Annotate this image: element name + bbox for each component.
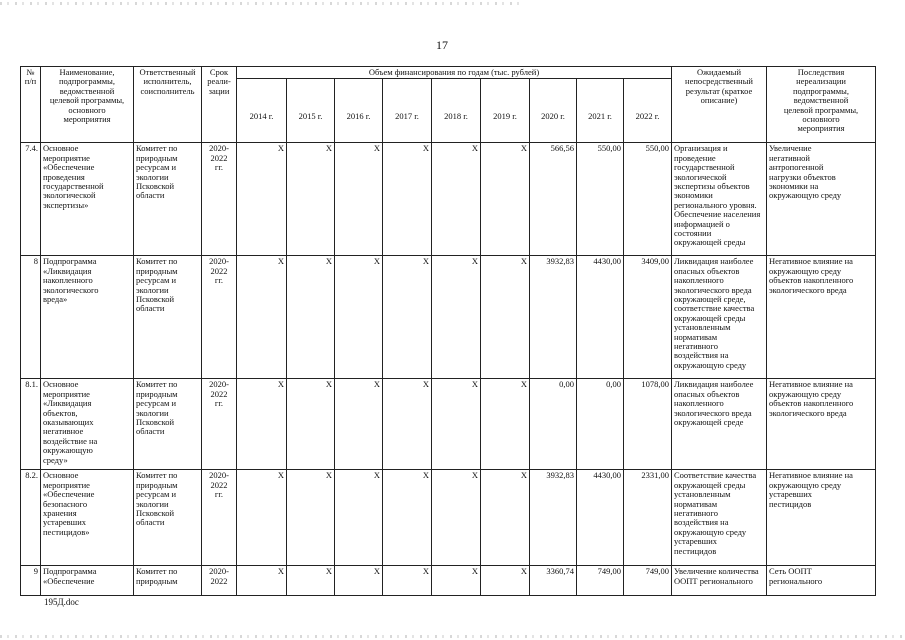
- row-value: X: [335, 379, 383, 470]
- header-executor: Ответственный исполнитель, соисполнитель: [134, 67, 202, 143]
- header-row-1: [21, 67, 876, 79]
- row-value: 3409,00: [624, 256, 672, 379]
- row-value: 749,00: [624, 566, 672, 596]
- table-row: [21, 566, 876, 596]
- row-value: X: [287, 379, 335, 470]
- row-term: 2020- 2022 гг.: [202, 256, 237, 379]
- row-value: 2331,00: [624, 470, 672, 566]
- row-name: Основное мероприятие «Обеспечение проведения государственной экологической экспертизы»: [41, 143, 134, 256]
- row-term: 2020- 2022 гг.: [202, 143, 237, 256]
- header-funding: Объем финансирования по годам (тыс. рублей): [237, 67, 672, 79]
- row-consequences: Увеличение негативной антропогенной нагрузки объектов экономики на окружающую среду: [767, 143, 876, 256]
- row-name: Подпрограмма «Ликвидация накопленного экологического вреда»: [41, 256, 134, 379]
- row-number: 8.2.: [21, 470, 41, 566]
- scan-artifact-top: [0, 2, 520, 5]
- header-year: 2014 г.: [237, 79, 287, 143]
- row-term: 2020- 2022 гг.: [202, 379, 237, 470]
- scan-artifact-bottom: [0, 635, 905, 638]
- row-value: 1078,00: [624, 379, 672, 470]
- row-value: X: [432, 143, 481, 256]
- row-executor: Комитет по природным ресурсам и экологии Псковской области: [134, 379, 202, 470]
- row-number: 8.1.: [21, 379, 41, 470]
- row-number: 8: [21, 256, 41, 379]
- row-executor: Комитет по природным ресурсам и экологии Псковской области: [134, 143, 202, 256]
- row-value: X: [287, 256, 335, 379]
- row-value: 550,00: [577, 143, 624, 256]
- row-value: X: [335, 143, 383, 256]
- row-term: 2020- 2022 гг.: [202, 470, 237, 566]
- row-value: X: [383, 143, 432, 256]
- row-value: X: [481, 256, 530, 379]
- row-value: X: [481, 470, 530, 566]
- row-value: X: [481, 143, 530, 256]
- row-value: 566,56: [530, 143, 577, 256]
- row-value: 0,00: [530, 379, 577, 470]
- header-year: 2016 г.: [335, 79, 383, 143]
- document-filename: 195Д.doc: [44, 597, 79, 607]
- header-year: 2018 г.: [432, 79, 481, 143]
- row-value: 3360,74: [530, 566, 577, 596]
- row-value: X: [287, 566, 335, 596]
- row-value: X: [432, 470, 481, 566]
- header-consequences: Последствия нереализации подпрограммы, ведомственной целевой программы, основного мероприятия: [767, 67, 876, 143]
- header-year: 2022 г.: [624, 79, 672, 143]
- header-year: 2015 г.: [287, 79, 335, 143]
- row-executor: Комитет по природным ресурсам и экологии Псковской области: [134, 470, 202, 566]
- row-value: X: [481, 566, 530, 596]
- row-value: X: [287, 470, 335, 566]
- header-year: 2021 г.: [577, 79, 624, 143]
- header-num: № п/п: [21, 67, 41, 143]
- row-value: X: [335, 566, 383, 596]
- row-number: 9: [21, 566, 41, 596]
- row-value: X: [481, 379, 530, 470]
- page-number: 17: [436, 38, 448, 52]
- header-name: Наименование, подпрограммы, ведомственной целевой программы, основного мероприятия: [41, 67, 134, 143]
- row-number: 7.4.: [21, 143, 41, 256]
- row-value: 4430,00: [577, 256, 624, 379]
- row-name: Основное мероприятие «Обеспечение безопасного хранения устаревших пестицидов»: [41, 470, 134, 566]
- row-term: 2020- 2022: [202, 566, 237, 596]
- row-value: 0,00: [577, 379, 624, 470]
- row-name: Основное мероприятие «Ликвидация объектов, оказывающих негативное воздействие на окружающую среду»: [41, 379, 134, 470]
- table-row: [21, 470, 876, 566]
- row-value: X: [237, 256, 287, 379]
- row-result: Соответствие качества окружающей среды установленным нормативам негативного воздействия на окружающую среду устаревших пестицидов: [672, 470, 767, 566]
- row-result: Организация и проведение государственной экологической экспертизы объектов экономики регионального уровня. Обеспечение населения информацией о состоянии окружающей среды: [672, 143, 767, 256]
- table-row: [21, 379, 876, 470]
- header-result: Ожидаемый непосредственный результат (краткое описание): [672, 67, 767, 143]
- table-row: [21, 143, 876, 256]
- header-year: 2020 г.: [530, 79, 577, 143]
- row-value: X: [432, 566, 481, 596]
- row-consequences: Сеть ООПТ регионального: [767, 566, 876, 596]
- header-year: 2017 г.: [383, 79, 432, 143]
- row-consequences: Негативное влияние на окружающую среду устаревших пестицидов: [767, 470, 876, 566]
- row-value: X: [237, 379, 287, 470]
- row-value: X: [432, 256, 481, 379]
- row-value: X: [335, 470, 383, 566]
- row-result: Ликвидация наиболее опасных объектов накопленного экологического вреда окружающей среде, соответствие качества окружающей среды установленным нормативам негативного воздействия на окружающую среду: [672, 256, 767, 379]
- program-table: [20, 66, 876, 596]
- row-value: X: [383, 470, 432, 566]
- row-value: X: [237, 566, 287, 596]
- row-value: 749,00: [577, 566, 624, 596]
- row-name: Подпрограмма «Обеспечение: [41, 566, 134, 596]
- header-term: Срок реали- зации: [202, 67, 237, 143]
- row-value: X: [383, 566, 432, 596]
- table-row: [21, 256, 876, 379]
- row-value: 3932,83: [530, 256, 577, 379]
- row-result: Увеличение количества ООПТ регионального: [672, 566, 767, 596]
- row-executor: Комитет по природным: [134, 566, 202, 596]
- row-value: X: [237, 143, 287, 256]
- row-value: X: [383, 379, 432, 470]
- row-value: 4430,00: [577, 470, 624, 566]
- row-value: X: [383, 256, 432, 379]
- row-consequences: Негативное влияние на окружающую среду объектов накопленного экологического вреда: [767, 379, 876, 470]
- row-value: X: [237, 470, 287, 566]
- row-result: Ликвидация наиболее опасных объектов накопленного экологического вреда окружающей среде: [672, 379, 767, 470]
- header-year: 2019 г.: [481, 79, 530, 143]
- row-consequences: Негативное влияние на окружающую среду объектов накопленного экологического вреда: [767, 256, 876, 379]
- row-executor: Комитет по природным ресурсам и экологии Псковской области: [134, 256, 202, 379]
- row-value: 550,00: [624, 143, 672, 256]
- row-value: X: [287, 143, 335, 256]
- row-value: X: [432, 379, 481, 470]
- row-value: X: [335, 256, 383, 379]
- row-value: 3932,83: [530, 470, 577, 566]
